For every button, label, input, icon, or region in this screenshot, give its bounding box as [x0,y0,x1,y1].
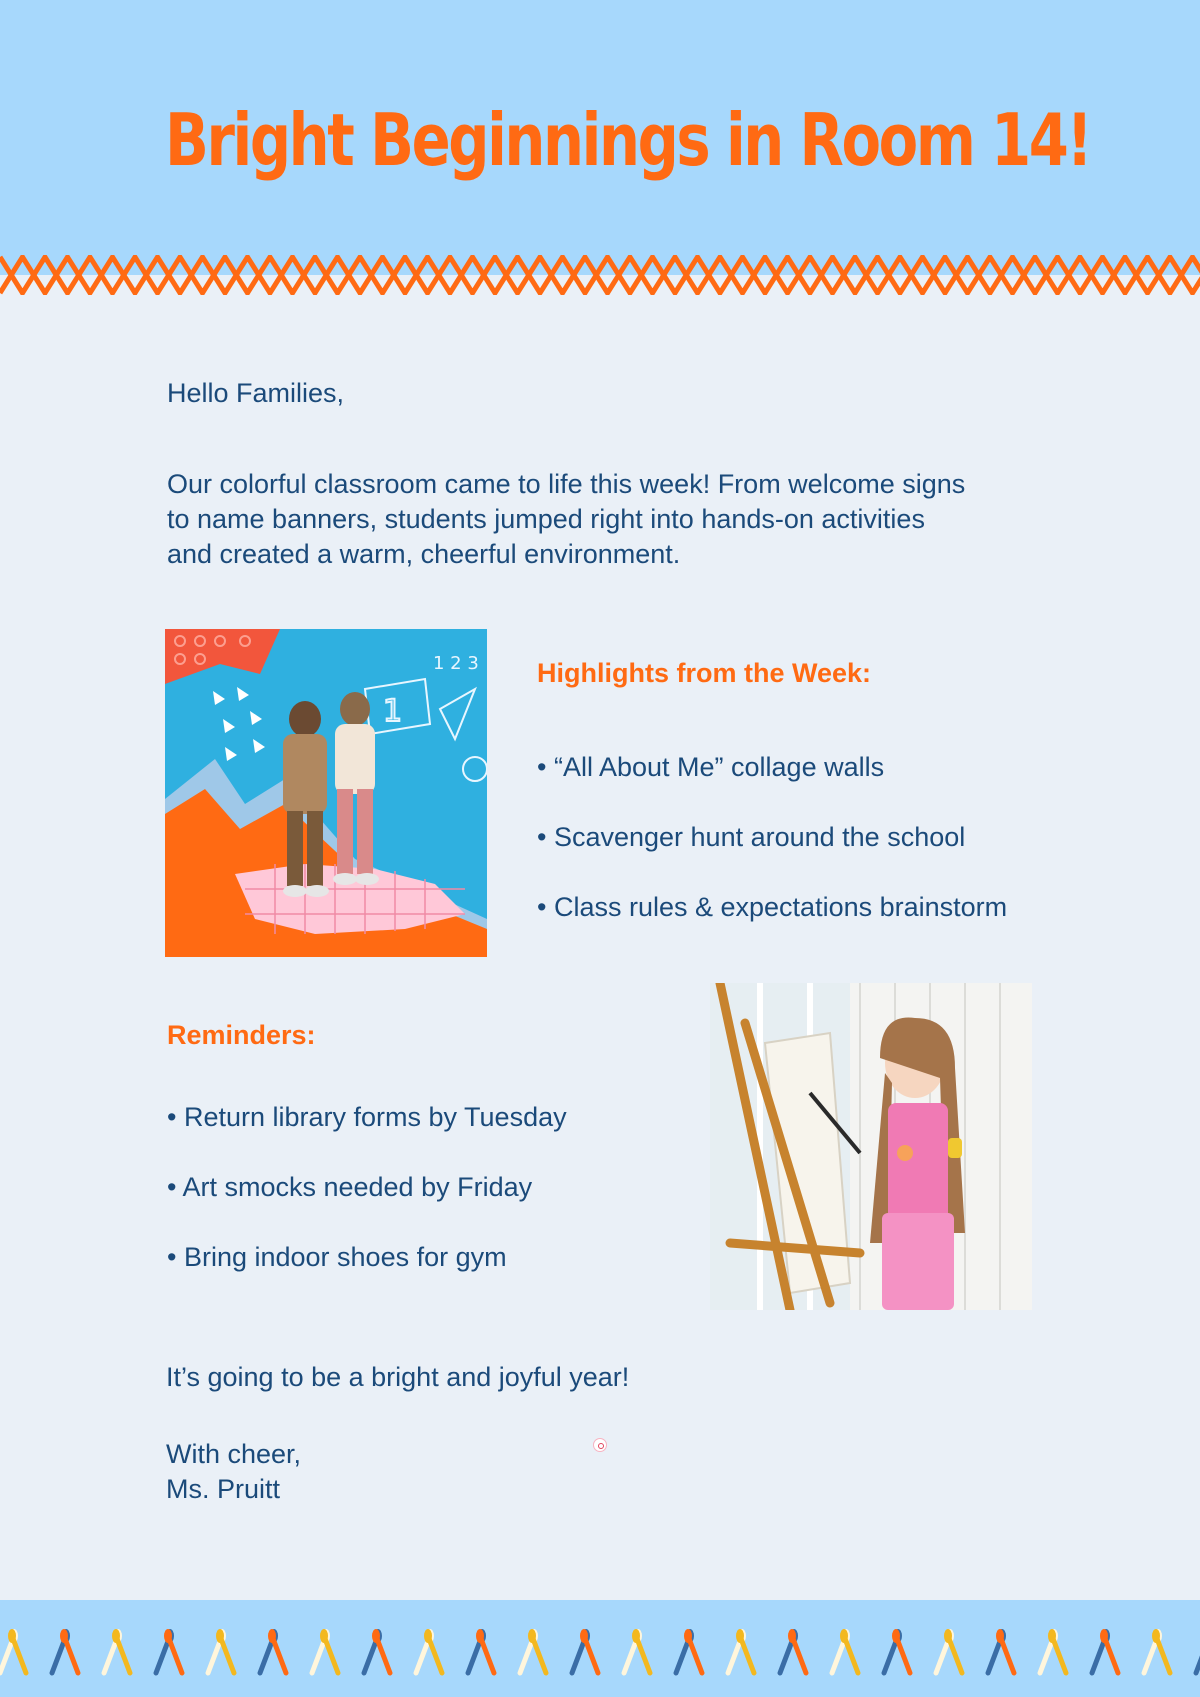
paintbrush-border [0,1628,1200,1678]
signature: Ms. Pruitt [166,1474,281,1504]
footer-band [0,1600,1200,1697]
svg-text:1 2 3: 1 2 3 [433,653,479,674]
closing-line: It’s going to be a bright and joyful year! [166,1362,630,1392]
reminders-heading: Reminders: [167,1020,316,1050]
kids-collage-photo [165,629,487,957]
signoff: With cheer, [166,1439,302,1469]
zigzag-divider [0,255,1200,295]
comment-marker-icon[interactable] [593,1438,607,1452]
girl-painting-photo [710,983,1032,1310]
greeting: Hello Families, [167,378,345,408]
reminder-item: • Art smocks needed by Friday [167,1172,533,1202]
reminder-item: • Return library forms by Tuesday [167,1102,567,1132]
highlight-item: • Class rules & expectations brainstorm [537,892,1008,922]
highlight-item: • “All About Me” collage walls [537,752,885,782]
svg-text:1: 1 [383,694,403,729]
reminder-item: • Bring indoor shoes for gym [167,1242,507,1272]
highlight-item: • Scavenger hunt around the school [537,822,966,852]
highlights-heading: Highlights from the Week: [537,658,872,688]
intro-paragraph: Our colorful classroom came to life this week! From welcome signs to name banners, students jumped right into hands-on activities and created a warm, cheerful environment. [167,469,966,569]
header-banner [0,0,1200,275]
page-title: Bright Beginnings in Room 14! [165,98,1091,182]
